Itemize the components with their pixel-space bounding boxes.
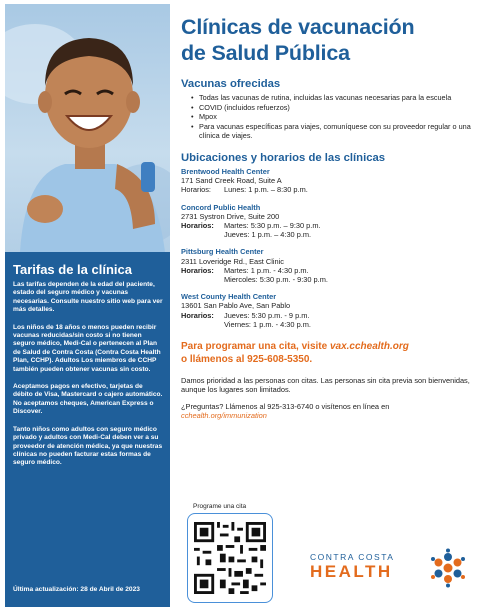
clinic-name: Brentwood Health Center: [181, 166, 270, 176]
clinic-hours-row: [181, 266, 471, 275]
appointment-cta: [181, 341, 471, 366]
tarifas-paragraph-4: Tanto niños como adultos con seguro médico privado y adultos con Medi-Cal deben ver a su proveedor de atención médica, ya que nuestras clínicas no pueden facturar estas formas de seguro médico.: [13, 425, 163, 467]
hours-label: [181, 320, 224, 329]
clinic-name: Pittsburg Health Center: [181, 247, 264, 257]
tarifas-heading: Tarifas de la clínica: [13, 262, 132, 277]
clinic-hours-row: [181, 185, 471, 194]
clinic-brentwood: [181, 167, 471, 195]
clinic-address: 13601 San Pablo Ave, San Pablo: [181, 301, 291, 311]
clinic-hours-row: [181, 320, 471, 329]
left-column: [5, 4, 170, 607]
qr-label: Programe una cita: [193, 503, 247, 510]
hours-text: Viernes: 1 p.m. - 4:30 p.m.: [224, 319, 311, 329]
logo-line-1: CONTRA COSTA: [310, 552, 395, 562]
hours-label: Horarios:: [181, 265, 214, 275]
immunization-link[interactable]: cchealth.org/immunization: [181, 411, 267, 421]
questions-text: ¿Preguntas? Llámenos al 925-313-6740 o visítenos en línea en: [181, 401, 390, 411]
hours-text: Martes: 5:30 p.m. – 9:30 p.m.: [224, 220, 321, 230]
clinic-hours-row: [181, 311, 471, 320]
hours-label: [181, 230, 224, 239]
clinic-address: 171 Sand Creek Road, Suite A: [181, 176, 282, 186]
right-column: [181, 14, 471, 421]
hours-text: Miercoles: 5:30 p.m. - 9:30 p.m.: [224, 275, 328, 284]
hours-text: Jueves: 5:30 p.m. - 9 p.m.: [224, 310, 310, 320]
clinic-address: 2311 Loveridge Rd., East Clinic: [181, 256, 284, 266]
title-line-2: de Salud Pública: [181, 41, 350, 65]
vacuna-item: • COVID (incluidos refuerzos): [191, 103, 471, 113]
tarifas-paragraph-1: Las tarifas dependen de la edad del paciente, estado del seguro médico y vacunas necesarias. Consulte nuestro sitio web para ver más detalles.: [13, 281, 163, 314]
tarifas-paragraph-3: Aceptamos pagos en efectivo, tarjetas de débito de Visa, Mastercard o cajero automático. No aceptamos cheques, American Express o Discover.: [13, 383, 163, 416]
clinic-hours-row: [181, 275, 471, 284]
cta-text-1: Para programar una cita, visite: [181, 341, 330, 353]
child-illustration: [5, 4, 170, 252]
vax-link[interactable]: vax.cchealth.org: [329, 341, 409, 353]
vacuna-item: • Para vacunas específicas para viajes, comuníquese con su proveedor regular o una clínica de viajes.: [191, 122, 471, 141]
qr-code-icon[interactable]: [194, 522, 266, 594]
cta-text-2: o llámenos al 925-608-5350.: [181, 353, 313, 365]
priority-note: Damos prioridad a las personas con citas. Las personas sin cita previa son bienvenidas, aunque los lugares son limitados.: [181, 376, 470, 395]
vacuna-item: • Mpox: [191, 112, 471, 122]
questions-note: [181, 402, 471, 421]
vacuna-item: • Todas las vacunas de rutina, incluidas las vacunas necesarias para la escuela: [191, 93, 471, 103]
page-title: [181, 14, 471, 66]
logo-flower-icon: [428, 548, 468, 588]
hours-label: Horarios:: [181, 185, 211, 195]
hours-text: Martes: 1 p.m. - 4:30 p.m.: [224, 265, 309, 275]
last-updated: Última actualización: 28 de Abril de 2023: [13, 586, 140, 593]
title-line-1: Clínicas de vacunación: [181, 15, 415, 39]
clinic-west-county: [181, 292, 471, 329]
hours-text: Jueves: 1 p.m. – 4:30 p.m.: [224, 230, 312, 240]
child-photo: [5, 4, 170, 252]
clinic-concord: [181, 203, 471, 240]
qr-box[interactable]: [187, 513, 273, 603]
clinic-name: Concord Public Health: [181, 202, 261, 212]
contra-costa-health-logo: [310, 548, 470, 588]
tarifas-section: [13, 262, 163, 477]
hours-label: Horarios:: [181, 220, 214, 230]
vacunas-list: [181, 93, 471, 141]
logo-line-2: HEALTH: [310, 562, 393, 581]
clinic-address: 2731 Systron Drive, Suite 200: [181, 211, 280, 221]
ubicaciones-heading: Ubicaciones y horarios de las clínicas: [181, 151, 386, 164]
hours-label: [181, 275, 224, 284]
vacunas-heading: Vacunas ofrecidas: [181, 78, 281, 90]
clinic-hours-row: [181, 221, 471, 230]
hours-label: Horarios:: [181, 310, 214, 320]
clinic-name: West County Health Center: [181, 292, 277, 302]
clinic-pittsburg: [181, 247, 471, 284]
hours-text: Lunes: 1 p.m. – 8:30 p.m.: [224, 185, 308, 195]
tarifas-paragraph-2: Los niños de 18 años o menos pueden recibir vacunas reducidas/sin costo si no tienen seguro médico, Medi-Cal o pertenecen al Plan de Salud de Contra Costa (Contra Costa Health Plan, CCHP). Adultos Los miembros de CCHP también pueden obtener vacunas sin costo.: [13, 323, 161, 373]
clinic-hours-row: [181, 230, 471, 239]
